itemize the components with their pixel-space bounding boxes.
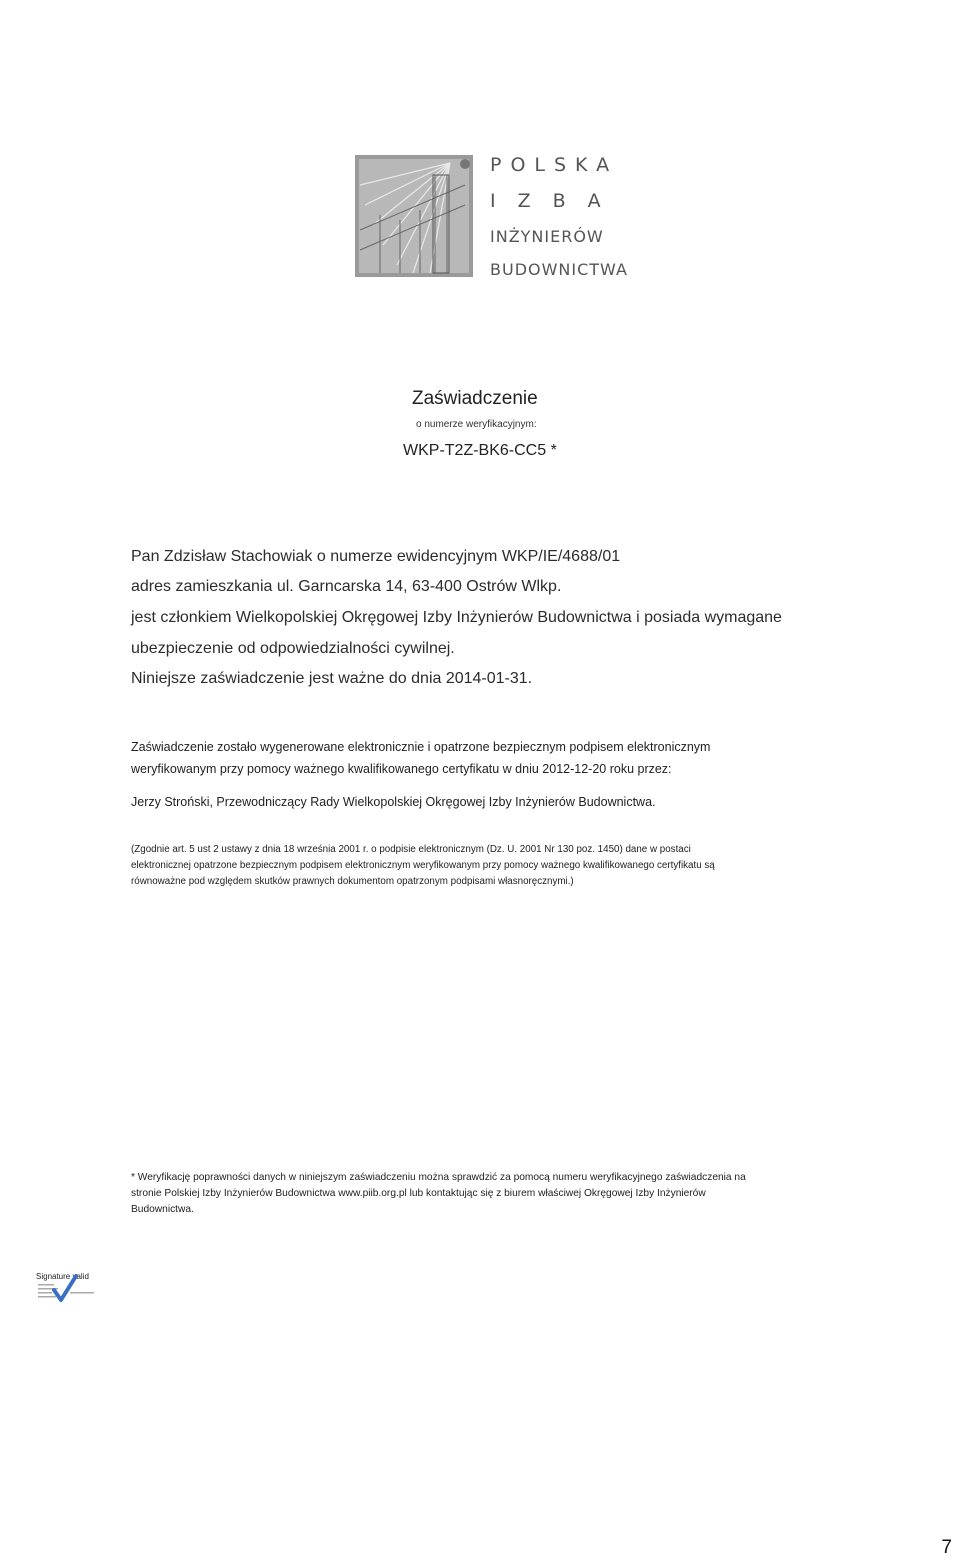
body-line-2: adres zamieszkania ul. Garncarska 14, 63-400 Ostrów Wlkp.	[131, 578, 562, 595]
body-line-4: ubezpieczenie od odpowiedzialności cywilnej.	[131, 640, 455, 657]
signature-stamp	[36, 1270, 98, 1306]
footnote-line-1: * Weryfikację poprawności danych w niniejszym zaświadczeniu można sprawdzić za pomocą numeru weryfikacyjnego zaświadczenia na	[131, 1172, 746, 1183]
footnote-line-2: stronie Polskiej Izby Inżynierów Budownictwa www.piib.org.pl lub kontaktując się z biurem właściwej Okręgowej Izby Inżynierów	[131, 1188, 706, 1199]
logo-line-budownictwa: BUDOWNICTWA	[490, 260, 628, 279]
body-line-5: Niniejsze zaświadczenie jest ważne do dnia 2014-01-31.	[131, 670, 533, 687]
legal-note-line-1: (Zgodnie art. 5 ust 2 ustawy z dnia 18 września 2001 r. o podpisie elektronicznym (Dz. U. 2001 Nr 130 poz. 1450) dane w postaci	[131, 844, 691, 855]
signature-note-line-2: weryfikowanym przy pomocy ważnego kwalifikowanego certyfikatu w dniu 2012-12-20 roku przez:	[131, 762, 672, 776]
legal-note-line-3: równoważne pod względem skutków prawnych dokumentom opatrzonym podpisami własnoręcznymi.)	[131, 876, 574, 887]
signer-line: Jerzy Stroński, Przewodniczący Rady Wielkopolskiej Okręgowej Izby Inżynierów Budownictwa.	[131, 795, 656, 809]
legal-note-line-2: elektronicznej opatrzone bezpiecznym podpisem elektronicznym weryfikowanym przy pomocy ważnego kwalifikowanego certyfikatu są	[131, 860, 715, 871]
check-icon	[36, 1270, 98, 1306]
logo-graphic	[355, 155, 473, 277]
verification-number: WKP-T2Z-BK6-CC5 *	[403, 442, 557, 459]
logo-line-polska: POLSKA	[490, 154, 619, 176]
body-line-1: Pan Zdzisław Stachowiak o numerze ewidencyjnym WKP/IE/4688/01	[131, 548, 621, 565]
logo-line-inzynierow: INŻYNIERÓW	[490, 227, 604, 246]
certificate-subtitle: o numerze weryfikacyjnym:	[416, 419, 537, 430]
certificate-title: Zaświadczenie	[412, 388, 538, 409]
piib-logo	[355, 155, 473, 277]
logo-line-izba: IZBA	[490, 190, 623, 212]
signature-note-line-1: Zaświadczenie zostało wygenerowane elektronicznie i opatrzone bezpiecznym podpisem elektronicznym	[131, 740, 711, 754]
body-line-3: jest członkiem Wielkopolskiej Okręgowej Izby Inżynierów Budownictwa i posiada wymagane	[131, 609, 782, 626]
footnote-line-3: Budownictwa.	[131, 1204, 194, 1215]
signature-valid-label: Signature valid	[36, 1272, 89, 1281]
page-number: 7	[941, 1537, 952, 1558]
